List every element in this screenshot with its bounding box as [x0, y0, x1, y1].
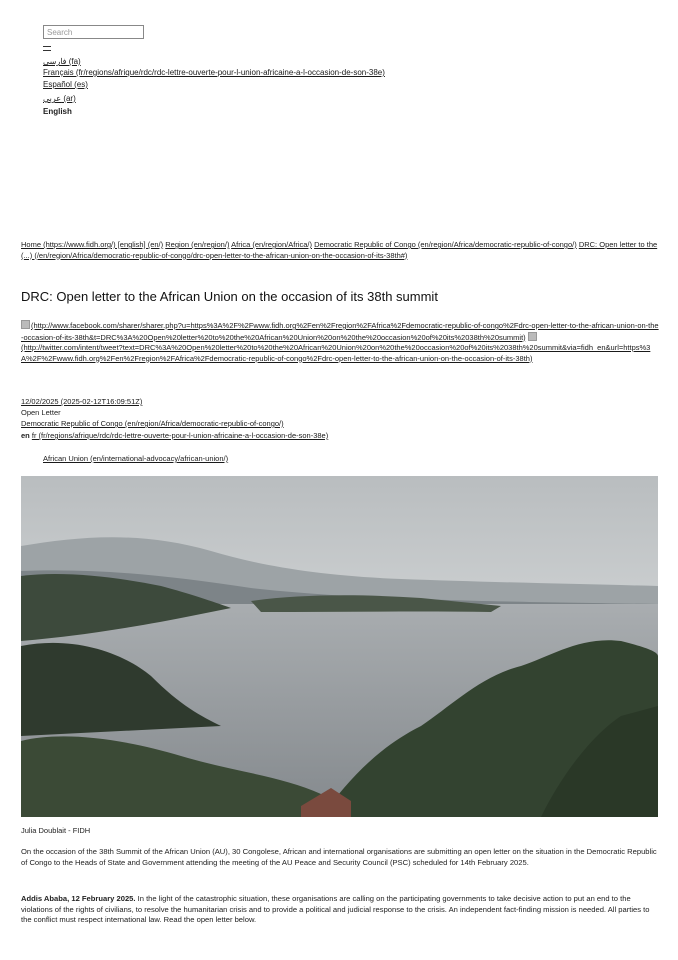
- lang-code: en: [21, 431, 30, 440]
- language-link-fa[interactable]: فارسی (fa): [43, 57, 81, 66]
- article-intro: On the occasion of the 38th Summit of the African Union (AU), 30 Congolese, African and international organisations are submitting an open letter on the situation in the Democratic Republic of Congo to the Heads of State and Government attending the meeting of the AU Peace and Security Council (PSC) scheduled for 14th February 2025.: [21, 847, 657, 867]
- topic-tag-link[interactable]: African Union (en/international-advocacy/african-union/): [43, 454, 229, 463]
- breadcrumb-africa-link[interactable]: Africa (en/region/Africa/): [231, 240, 312, 249]
- breadcrumb: [21, 240, 661, 261]
- page-title: DRC: Open letter to the African Union on the occasion of its 38th summit: [21, 289, 438, 304]
- article-body-text: In the light of the catastrophic situation, these organisations are calling on the participating governments to take decisive action to put an end to the violations of the rights of civilians, to resolve the humanitarian crisis and to provide a political and judicial response to the crisis. An independent fact-finding mission is needed. All parties to the conflict must respect international law. Read the open letter below.: [21, 894, 650, 925]
- facebook-icon[interactable]: [21, 320, 30, 329]
- language-current-en: English: [43, 107, 72, 116]
- french-version-link[interactable]: fr (fr/regions/afrique/rdc/rdc-lettre-ouverte-pour-l-union-africaine-a-l-occasion-de-son-38e): [31, 431, 329, 440]
- menu-icon[interactable]: [43, 46, 51, 51]
- region-tag-link[interactable]: Democratic Republic of Congo (en/region/Africa/democratic-republic-of-congo/): [21, 419, 284, 428]
- breadcrumb-drc-link[interactable]: Democratic Republic of Congo (en/region/Africa/democratic-republic-of-congo/): [314, 240, 577, 249]
- article-body: [21, 894, 658, 926]
- lake-landscape-photo: [21, 476, 658, 817]
- twitter-icon[interactable]: [528, 332, 537, 341]
- share-links: [21, 320, 661, 364]
- search-input[interactable]: [43, 25, 144, 39]
- article-dateline: Addis Ababa, 12 February 2025.: [21, 894, 136, 903]
- facebook-share-link[interactable]: (http://www.facebook.com/sharer/sharer.php?u=https%3A%2F%2Fwww.fidh.org%2Fen%2Fregion%2FAfrica%2Fdemocratic-republic-of-congo%2Fdrc-open-letter-to-the-african-union-on-the-occasion-of-its-38th&t=DRC%3A%20Open%20letter%20to%20the%20African%20Union%20on%20the%20occasion%20of%20its%2038th%20summit): [21, 321, 659, 342]
- article-date[interactable]: 12/02/2025 (2025-02-12T16:09:51Z): [21, 397, 143, 406]
- article-type: Open Letter: [21, 408, 61, 417]
- language-link-es[interactable]: Español (es): [43, 80, 88, 89]
- twitter-share-link[interactable]: (http://twitter.com/intent/tweet?text=DRC%3A%20Open%20letter%20to%20the%20African%20Union%20on%20the%20occasion%20of%20its%2038th%20summit&via=fidh_en&url=https%3A%2F%2Fwww.fidh.org%2Fen%2Fregion%2FAfrica%2Fdemocratic-republic-of-congo%2Fdrc-open-letter-to-the-african-union-on-the-occasion-of-its-38th): [21, 343, 651, 363]
- breadcrumb-current-link[interactable]: DRC: Open letter to the (...) (/en/region/Africa/democratic-republic-of-congo/drc-open-letter-to-the-african-union-on-the-occasion-of-its-38th#): [21, 240, 658, 260]
- language-link-ar[interactable]: عربي (ar): [43, 94, 76, 103]
- breadcrumb-home-link[interactable]: Home (https://www.fidh.org/) [english] (en/): [21, 240, 164, 249]
- language-link-fr[interactable]: Français (fr/regions/afrique/rdc/rdc-lettre-ouverte-pour-l-union-africaine-a-l-occasion-de-son-38e): [43, 68, 385, 77]
- breadcrumb-region-link[interactable]: Region (en/region/): [165, 240, 230, 249]
- photo-caption: Julia Doublait - FIDH: [21, 826, 91, 835]
